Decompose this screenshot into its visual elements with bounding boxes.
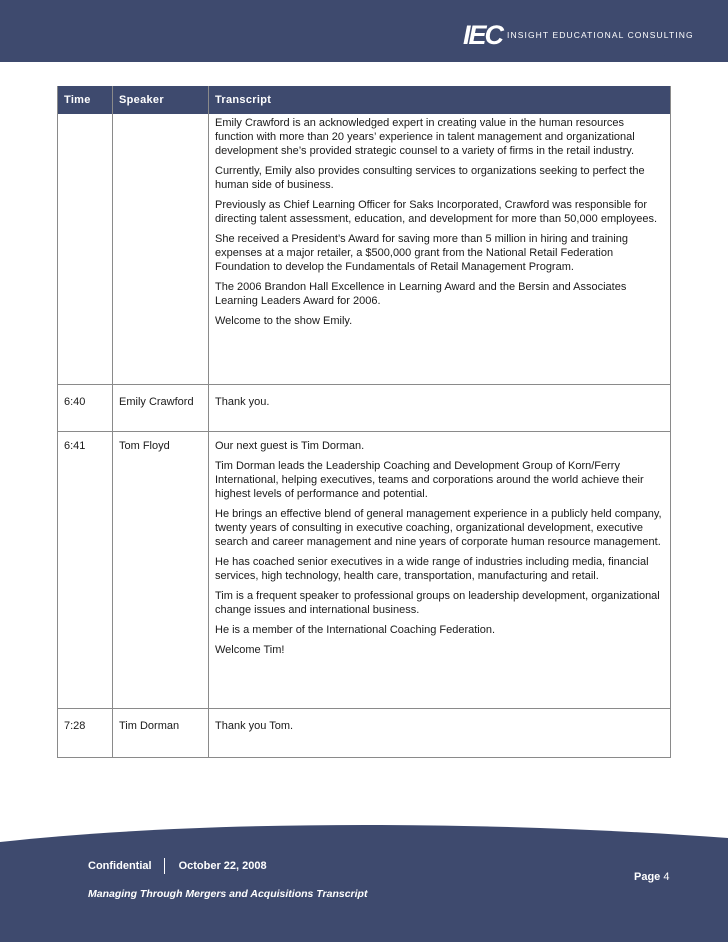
speaker-cell: Emily Crawford [113,385,209,432]
transcript-cell [209,709,671,758]
transcript-paragraph: Tim is a frequent speaker to professional groups on leadership development, organizational change issues and international business. [215,590,660,616]
transcript-paragraph: Welcome Tim! [215,644,285,656]
speaker-cell: Tim Dorman [113,709,209,758]
document-title: Managing Through Mergers and Acquisitions Transcript [88,888,368,900]
transcript-paragraph: Previously as Chief Learning Officer for Saks Incorporated, Crawford was responsible for directing talent assessment, education, and development for more than 50,000 employees. [215,199,658,225]
column-header-transcript: Transcript [209,86,671,114]
confidential-label: Confidential [88,860,152,872]
company-logo [463,22,694,48]
speaker-cell: Tom Floyd [113,432,209,709]
transcript-paragraph: She received a President’s Award for saving more than 5 million in hiring and training expenses at a major retailer, a $500,000 grant from the National Retail Federation Foundation to develop the Fundamentals of Retail Management Program. [215,233,628,273]
footer-date: October 22, 2008 [178,860,267,872]
page-number [634,871,669,883]
table-header-row [58,86,671,114]
transcript-paragraph: Our next guest is Tim Dorman. [215,440,365,452]
time-cell: 6:40 [58,385,113,432]
speaker-cell [113,114,209,385]
time-cell: 7:28 [58,709,113,758]
time-cell [58,114,113,385]
transcript-paragraph: Thank you. [215,396,270,408]
transcript-cell [209,114,671,385]
transcript-cell [209,432,671,709]
transcript-paragraph: He has coached senior executives in a wide range of industries including media, financial services, high technology, health care, transportation, manufacturing and retail. [215,556,649,582]
table-row [58,114,671,385]
transcript-paragraph: Welcome to the show Emily. [215,315,353,327]
column-header-speaker: Speaker [113,86,209,114]
transcript-paragraph: Tim Dorman leads the Leadership Coaching and Development Group of Korn/Ferry International, helping executives, teams and corporations around the world achieve their highest levels of performance and potential. [215,460,644,500]
column-header-time: Time [58,86,113,114]
table-row [58,709,671,758]
transcript-paragraph: Currently, Emily also provides consulting services to organizations seeking to perfect the human side of business. [215,165,645,191]
transcript-paragraph: Emily Crawford is an acknowledged expert in creating value in the human resources function with more than 20 years’ experience in talent management and organizational development she’s provided strategic counsel to a variety of firms in the retail industry. [215,117,635,157]
page-label: Page [634,871,661,883]
time-cell: 6:41 [58,432,113,709]
footer [88,858,367,900]
logo-mark: IEC [463,20,503,50]
transcript-paragraph: Thank you Tom. [215,720,294,732]
logo-text: INSIGHT EDUCATIONAL CONSULTING [507,30,694,40]
table-row [58,385,671,432]
page-number-value: 4 [663,871,670,883]
transcript-paragraph: The 2006 Brandon Hall Excellence in Learning Award and the Bersin and Associates Learning Leaders Award for 2006. [215,281,627,307]
transcript-paragraph: He is a member of the International Coaching Federation. [215,624,496,636]
table-row [58,432,671,709]
footer-divider [164,858,165,874]
transcript-cell [209,385,671,432]
transcript-paragraph: He brings an effective blend of general management experience in a publicly held company, twenty years of consulting in executive coaching, organizational development, executive search and career management and nine years of corporate human resource management. [215,508,662,548]
transcript-table [57,86,671,758]
